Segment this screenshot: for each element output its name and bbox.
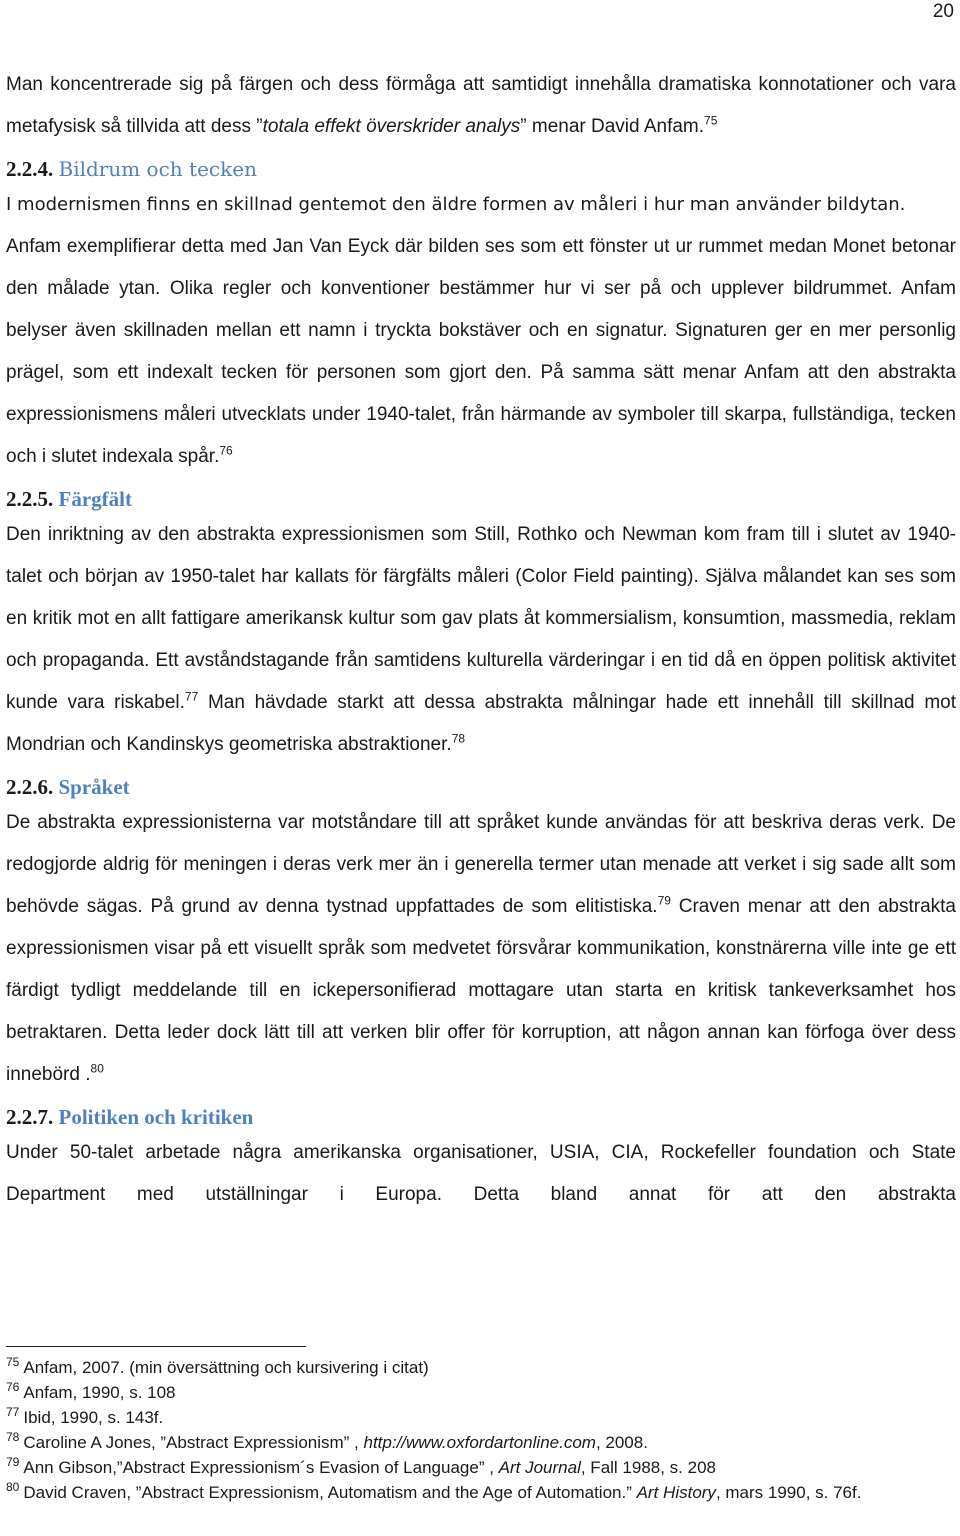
footnote: $^{79}$ Ann Gibson,”Abstract Expressionism´s Evasion of Language” , Art Journal, Fall 1988, s. 208 bbox=[6, 1455, 716, 1477]
section-heading: 2.2.7. Politiken och kritiken bbox=[6, 1105, 254, 1129]
section-paragraph: Den inriktning av den abstrakta expressionismen som Still, Rothko och Newman kom fram till i slutet av 1940-talet och början av 1950-talet har kallats för färgfälts måleri (Color Field painting). Själva målandet kan ses som en kritik mot en allt fattigare amerikansk kultur som gav plats åt kommersialism, konsumtion, massmedia, reklam och propaganda. Ett avståndstagande från samtidens kulturella värderingar i en tid då en öppen politisk aktivitet kunde vara riskabel.$^{77}$ Man hävdade starkt att dessa abstrakta målningar hade ett innehåll till skillnad mot Mondrian och Kandinskys geometriska abstraktioner.$^{78}$ bbox=[6, 524, 956, 755]
section-paragraph: De abstrakta expressionisterna var motståndare till att språket kunde användas för att beskriva deras verk. De redogjorde aldrig för meningen i deras verk mer än i generella termer utan menade att verket i sig sade allt som behövde sägas. På grund av denna tystnad uppfattades de som elitistiska.$^{79}$ Craven menar att den abstrakta expressionismen visar på ett visuellt språk som medvetet försvårar kommunikation, konstnärerna ville inte ge ett färdigt tydligt meddelande till en ickepersonifierad mottagare utan starta en kritisk tankeverksamhet hos betraktaren. Detta leder dock lätt till att verken blir offer för korruption, att någon annan kan förfoga över dess innebörd .$^{80}$ bbox=[6, 812, 956, 1085]
section-politiken bbox=[6, 1102, 956, 1216]
document-body bbox=[6, 64, 956, 1216]
footnote: $^{78}$ Caroline A Jones, ”Abstract Expressionism” , http://www.oxfordartonline.com, 2008. bbox=[6, 1430, 648, 1452]
section-paragraph: Anfam exemplifierar detta med Jan Van Eyck där bilden ses som ett fönster ut ur rummet medan Monet betonar den målade ytan. Olika regler och konventioner bestämmer hur vi ser på och upplever bildrummet. Anfam belyser även skillnaden mellan ett namn i tryckta bokstäver och en signatur. Signaturen ger en mer personlig prägel, som ett indexalt tecken för personen som gjort den. På samma sätt menar Anfam att den abstrakta expressionismens måleri utvecklats under 1940-talet, från härmande av symboler till skarpa, fullständiga, tecken och i slutet indexala spår.$^{76}$ bbox=[6, 236, 956, 467]
footnote: $^{77}$ Ibid, 1990, s. 143f. bbox=[6, 1405, 164, 1427]
section-heading: 2.2.5. Färgfält bbox=[6, 487, 132, 511]
footnote: $^{76}$ Anfam, 1990, s. 108 bbox=[6, 1380, 176, 1402]
section-spraket bbox=[6, 772, 956, 1096]
footnotes bbox=[6, 1346, 956, 1505]
footnote-ref: 79 bbox=[657, 893, 671, 908]
footnote-ref: 80 bbox=[90, 1061, 104, 1076]
footnote-ref: 77 bbox=[184, 689, 199, 704]
footnote-ref: 76 bbox=[219, 443, 233, 458]
section-bildrum bbox=[6, 154, 956, 478]
footnote: $^{75}$ Anfam, 2007. (min översättning och kursivering i citat) bbox=[6, 1355, 429, 1377]
section-paragraph: Under 50-talet arbetade några amerikanska organisationer, USIA, CIA, Rockefeller foundation och State Department med utställningar i Europa. Detta bland annat för att den abstrakta bbox=[6, 1142, 956, 1205]
section-fargfalt bbox=[6, 484, 956, 766]
footnote-ref: 75 bbox=[704, 113, 718, 128]
section-first-line: I modernismen finns en skillnad gentemot den äldre formen av måleri i hur man använder bildytan. bbox=[6, 194, 906, 215]
section-heading: 2.2.6. Språket bbox=[6, 775, 130, 799]
intro-paragraph: Man koncentrerade sig på färgen och dess förmåga att samtidigt innehålla dramatiska konnotationer och vara metafysisk så tillvida att dess ”totala effekt överskrider analys” menar David Anfam.$^{75}$ bbox=[6, 74, 956, 137]
section-heading: 2.2.4. Bildrum och tecken bbox=[6, 157, 257, 181]
footnote-divider bbox=[6, 1346, 306, 1347]
footnote-ref: 78 bbox=[451, 731, 466, 746]
page-number: 20 bbox=[932, 1, 954, 22]
footnote: $^{80}$ David Craven, ”Abstract Expressionism, Automatism and the Age of Automation.” Art History, mars 1990, s. 76f. bbox=[6, 1480, 862, 1502]
